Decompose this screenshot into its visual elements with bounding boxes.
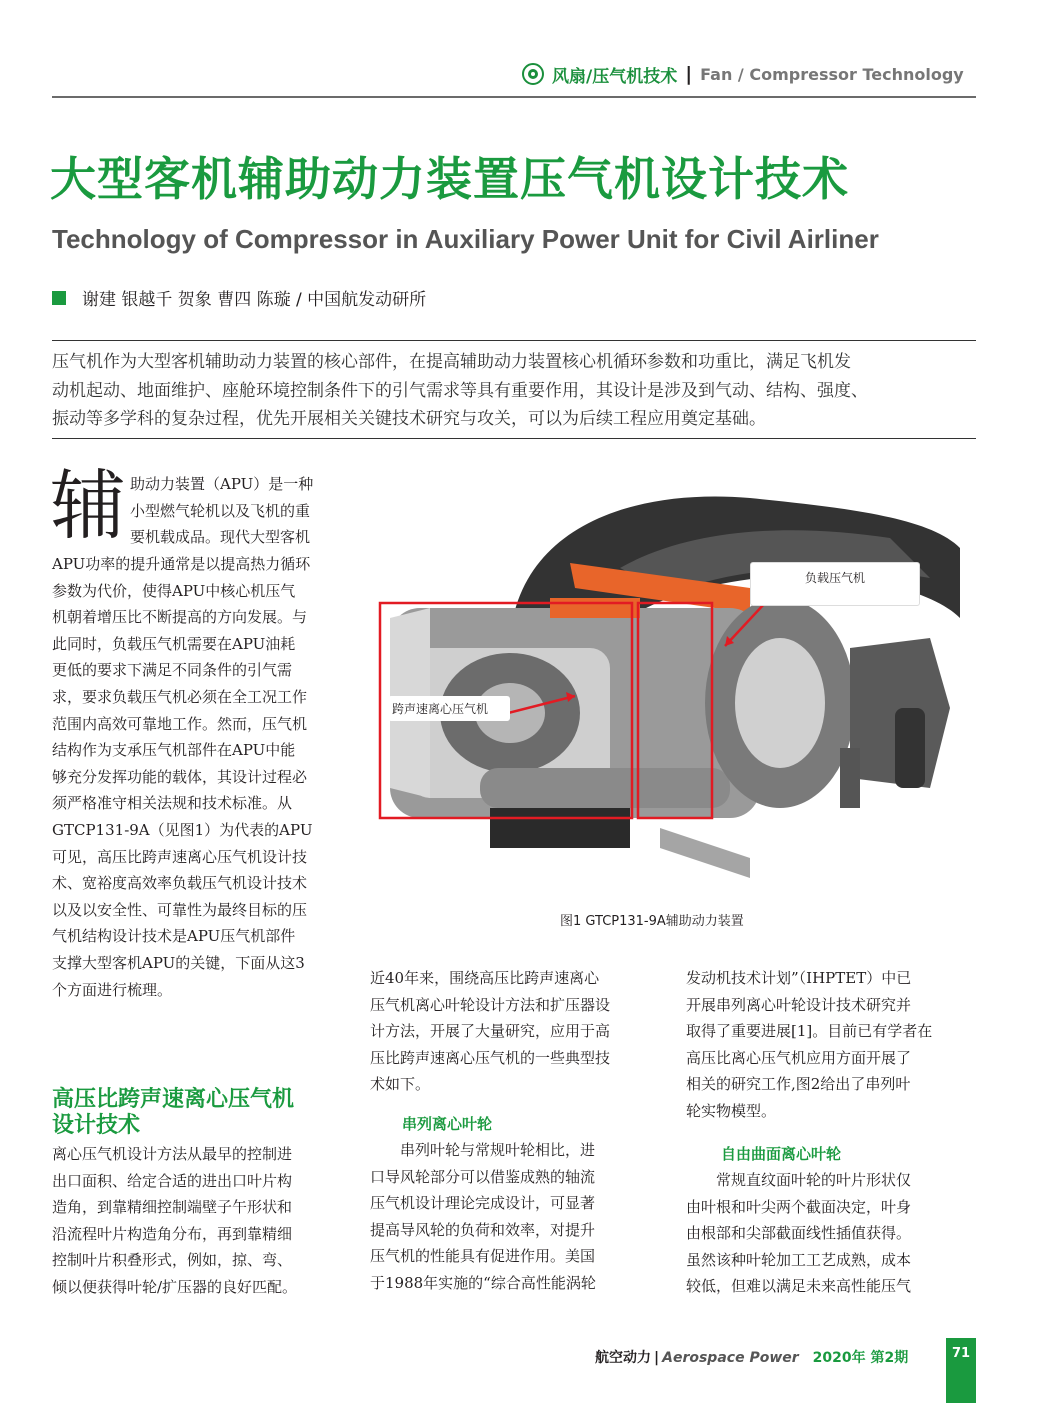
text-line: 机朝着增压比不断提高的方向发展。与 xyxy=(52,608,308,627)
text-line: 求，要求负载压气机必须在全工况工作 xyxy=(52,687,308,706)
text-line: 相关的研究工作,图2给出了串列叶 xyxy=(686,1075,911,1094)
text-line: 助动力装置（APU）是一种 xyxy=(130,475,314,493)
text-line: 够充分发挥功能的载体，其设计过程必 xyxy=(52,767,308,786)
text-line: 可见，高压比跨声速离心压气机设计技 xyxy=(52,847,308,866)
text-line: 控制叶片积叠形式，例如，掠、弯、 xyxy=(52,1251,293,1270)
text-line: 近40年来，围绕高压比跨声速离心 xyxy=(370,969,600,987)
subsection-heading: 串列离心叶轮 xyxy=(402,1115,493,1133)
text-line: 术如下。 xyxy=(370,1075,431,1094)
bullet-square-icon xyxy=(52,291,66,305)
text-line: 压气机设计理论完成设计，可显著 xyxy=(370,1194,596,1213)
lower-pipe-shape xyxy=(480,768,730,808)
text-line: 轮实物模型。 xyxy=(686,1101,777,1120)
orange-ring-shape xyxy=(550,598,640,618)
col3-text-top xyxy=(686,965,932,1125)
text-line: 较低，但难以满足未来高性能压气 xyxy=(686,1277,912,1296)
text-line: GTCP131-9A（见图1）为代表的APU xyxy=(52,820,313,839)
text-line: 取得了重要进展[1]。目前已有学者在 xyxy=(686,1022,933,1041)
journal-logo-icon xyxy=(522,63,544,85)
skid-shape xyxy=(660,828,750,878)
abstract-line: 动机起动、地面维护、座舱环境控制条件下的引气需求等具有重要作用，其设计是涉及到气动、结构、强度、 xyxy=(52,380,868,401)
journal-name-en: Aerospace Power xyxy=(662,1350,799,1366)
col1-text xyxy=(52,551,312,1003)
header-section-cn: 风扇/压气机技术 xyxy=(552,66,678,87)
text-line: 高压比离心压气机应用方面开展了 xyxy=(686,1048,912,1067)
text-line: 离心压气机设计方法从最早的控制进 xyxy=(52,1145,293,1163)
accessory-shape xyxy=(895,708,925,788)
journal-name-cn: 航空动力 xyxy=(595,1350,651,1366)
running-header xyxy=(522,60,977,88)
text-line: 结构作为支承压气机部件在APU中能 xyxy=(52,741,296,760)
text-line: 此同时，负载压气机需要在APU油耗 xyxy=(52,634,296,653)
label-transonic-compressor: 跨声速离心压气机 xyxy=(388,696,510,721)
col1-section-text xyxy=(52,1141,297,1301)
header-section-en: Fan / Compressor Technology xyxy=(700,64,964,84)
abstract xyxy=(52,348,980,434)
text-line: 支撑大型客机APU的关键，下面从这3 xyxy=(52,953,305,972)
running-footer xyxy=(595,1347,908,1367)
text-line: 压气机的性能具有促进作用。美国 xyxy=(370,1247,596,1266)
text-line: 计方法，开展了大量研究，应用于高 xyxy=(370,1022,611,1041)
header-separator: | xyxy=(685,63,693,85)
page-number: 71 xyxy=(946,1338,976,1403)
accessory-shape xyxy=(840,748,860,808)
text-line: APU功率的提升通常是以提高热力循环 xyxy=(52,555,311,573)
text-line: 压比跨声速离心压气机的一些典型技 xyxy=(370,1048,611,1067)
section-heading-line: 高压比跨声速离心压气机 xyxy=(52,1087,295,1112)
section-heading xyxy=(52,1087,294,1139)
text-line: 压气机离心叶轮设计方法和扩压器设 xyxy=(370,995,611,1014)
text-line: 口导风轮部分可以借鉴成熟的轴流 xyxy=(370,1167,596,1186)
text-line: 虽然该种叶轮加工工艺成熟，成本 xyxy=(686,1250,912,1269)
text-line: 以及以安全性、可靠性为最终目标的压 xyxy=(52,900,308,919)
col1-drop-text xyxy=(130,471,313,551)
text-line: 由叶根和叶尖两个截面决定，叶身 xyxy=(686,1197,912,1216)
text-line: 须严格准守相关法规和技术标准。从 xyxy=(52,794,293,813)
text-line: 气机结构设计技术是APU压气机部件 xyxy=(52,927,296,946)
text-line: 串列叶轮与常规叶轮相比，进 xyxy=(370,1141,596,1159)
text-line: 小型燃气轮机以及飞机的重 xyxy=(130,501,311,520)
footer-separator: | xyxy=(654,1350,660,1366)
text-line: 要机载成品。现代大型客机 xyxy=(130,528,311,547)
abstract-line: 振动等多学科的复杂过程，优先开展相关关键技术研究与攻关，可以为后续工程应用奠定基础。 xyxy=(52,409,766,429)
text-line: 沿流程叶片构造角分布，再到靠精细 xyxy=(52,1224,293,1243)
abstract-bottom-rule xyxy=(52,438,976,439)
text-line: 造角，到靠精细控制端壁子午形状和 xyxy=(52,1198,293,1217)
figure-caption: 图1 GTCP131-9A辅助动力装置 xyxy=(560,914,744,929)
title-en: Technology of Compressor in Auxiliary Power Unit for Civil Airliner xyxy=(52,224,879,254)
header-rule xyxy=(52,96,976,98)
text-line: 个方面进行梳理。 xyxy=(52,980,173,999)
text-line: 常规直纹面叶轮的叶片形状仅 xyxy=(686,1171,912,1189)
issue-label: 2020年 第2期 xyxy=(812,1350,909,1366)
text-line: 开展串列离心叶轮设计技术研究并 xyxy=(686,995,912,1014)
text-line: 出口面积、给定合适的进出口叶片构 xyxy=(52,1171,293,1190)
load-label-box xyxy=(750,562,920,606)
authors: 谢建 银越千 贺象 曹四 陈璇 / 中国航发动研所 xyxy=(82,290,427,310)
apu-cutaway-figure xyxy=(370,468,976,898)
subsection-heading: 自由曲面离心叶轮 xyxy=(721,1145,842,1163)
text-line: 倾以便获得叶轮/扩压器的良好匹配。 xyxy=(52,1277,298,1296)
text-line: 术、宽裕度高效率负载压气机设计技术 xyxy=(52,874,308,893)
label-load-compressor: 负载压气机 xyxy=(750,562,920,606)
text-line: 更低的要求下满足不同条件的引气需 xyxy=(52,661,293,680)
col2-text-bottom xyxy=(370,1137,596,1297)
col2-text-top xyxy=(370,965,610,1098)
text-line: 提高导风轮的负荷和效率，对提升 xyxy=(370,1220,596,1239)
text-line: 由根部和尖部截面线性插值获得。 xyxy=(686,1224,912,1243)
authors-line xyxy=(52,285,426,310)
base-block-shape xyxy=(490,808,630,848)
title-cn: 大型客机辅助动力装置压气机设计技术 xyxy=(50,152,849,206)
abstract-top-rule xyxy=(52,340,976,341)
transonic-label-box xyxy=(388,696,510,726)
text-line: 于1988年实施的“综合高性能涡轮 xyxy=(370,1273,596,1292)
abstract-line: 压气机作为大型客机辅助动力装置的核心部件，在提高辅助动力装置核心机循环参数和功重比，满足飞机发 xyxy=(52,352,851,372)
drop-cap: 辅 xyxy=(50,461,126,550)
text-line: 发动机技术计划”（IHPTET）中已 xyxy=(686,969,912,987)
section-heading-line: 设计技术 xyxy=(52,1113,141,1138)
text-line: 范围内高效可靠地工作。然而，压气机 xyxy=(52,714,308,733)
load-impeller-shape xyxy=(735,638,825,768)
col3-text-bottom xyxy=(686,1167,911,1300)
text-line: 参数为代价，使得APU中核心机压气 xyxy=(52,581,296,600)
